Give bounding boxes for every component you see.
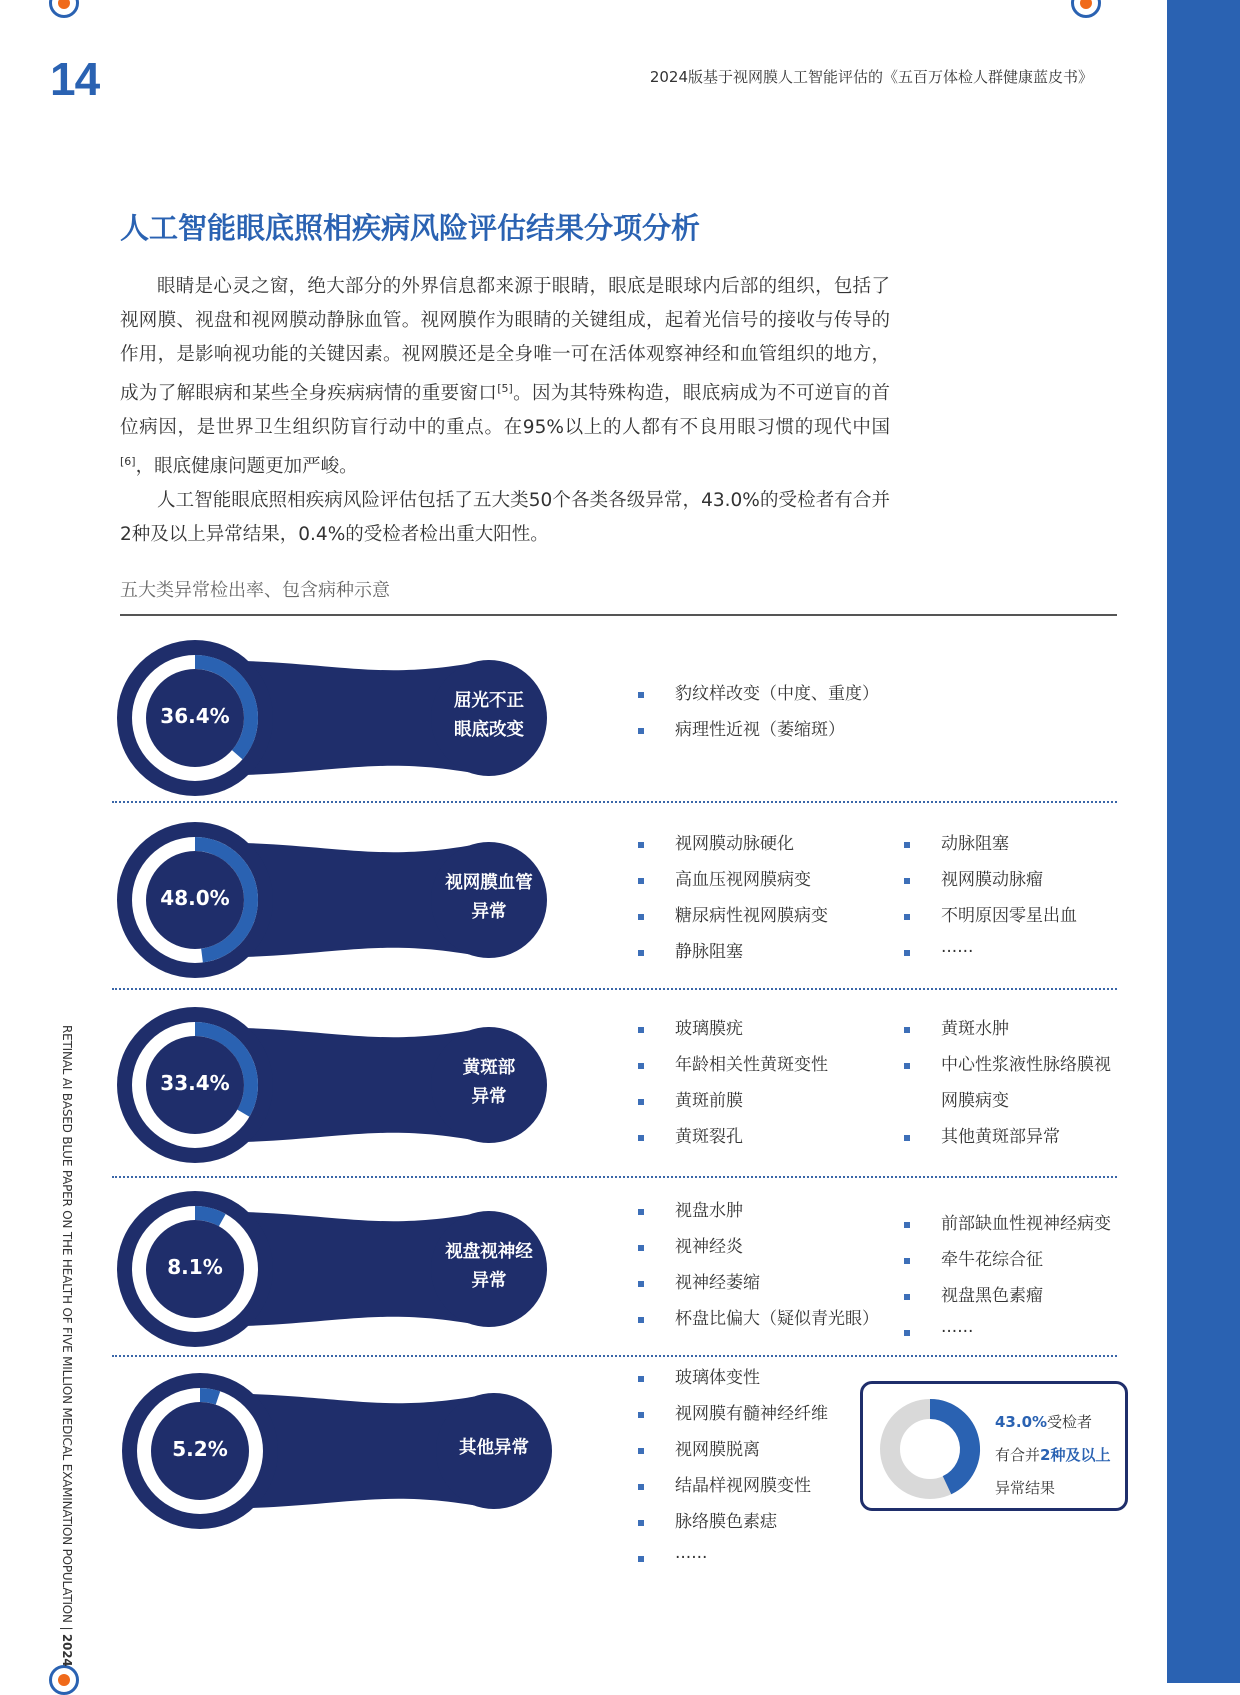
- list-item: 静脉阻塞: [630, 934, 828, 970]
- row-divider: [112, 1355, 1117, 1357]
- paragraph-text: 。因为其特殊构造，眼底病成为不可逆盲的首位病因，是世界卫生组织防盲行动中的重点。在95%以上的人都有不良用眼习惯的现代中国: [120, 383, 890, 439]
- paragraph-text: 眼睛是心灵之窗，绝大部分的外界信息都来源于眼睛，眼底是眼球内后部的组织，包括了视网膜、视盘和视网膜动静脉血管。视网膜作为眼睛的关键组成，起着光信号的接收与传导的作用，是影响视功能的关键因素。视网膜还是全身唯一可在活体观察神经和血管组织的地方，成为了解眼病和某些全身疾病病情的重要窗口: [120, 276, 890, 405]
- list-item: 年龄相关性黄斑变性: [630, 1047, 828, 1083]
- list-item: 中心性浆液性脉络膜视: [896, 1047, 1111, 1083]
- list-item: 玻璃膜疣: [630, 1011, 828, 1047]
- paragraph-text: ，眼底健康问题更加严峻。: [135, 456, 358, 478]
- row-divider: [112, 1176, 1117, 1178]
- list-item: ······: [630, 1540, 828, 1576]
- items-col1-row-2: [630, 1011, 828, 1155]
- category-label: [424, 687, 554, 745]
- list-item: 动脉阻塞: [896, 826, 1077, 862]
- category-label-line: 屈光不正: [454, 691, 524, 711]
- side-text-separator: |: [60, 1622, 74, 1634]
- category-row-1: [112, 815, 552, 985]
- category-row-0: [112, 633, 552, 803]
- summary-donut-arc: [930, 1409, 970, 1485]
- category-row-2: [112, 1000, 552, 1170]
- list-item: 其他黄斑部异常: [896, 1119, 1111, 1155]
- list-item: 玻璃体变性: [630, 1360, 828, 1396]
- percentage-label: 8.1%: [167, 1255, 223, 1279]
- items-col2-row-1: [896, 826, 1077, 970]
- list-item: 视神经炎: [630, 1229, 879, 1265]
- category-row-3: [112, 1184, 552, 1354]
- percentage-label: 36.4%: [160, 704, 230, 728]
- category-label: [424, 1238, 554, 1296]
- category-label: [424, 869, 554, 927]
- percentage-label: 33.4%: [160, 1071, 230, 1095]
- list-item: 结晶样视网膜变性: [630, 1468, 828, 1504]
- list-item: 牵牛花综合征: [896, 1242, 1111, 1278]
- list-item: 豹纹样改变（中度、重度）: [630, 676, 879, 712]
- list-item: 视网膜动脉硬化: [630, 826, 828, 862]
- list-item: 高血压视网膜病变: [630, 862, 828, 898]
- category-label-line: 异常: [471, 902, 507, 922]
- items-col1-row-1: [630, 826, 828, 970]
- citation-ref: [5]: [497, 382, 513, 395]
- items-col2-row-3: [896, 1206, 1111, 1350]
- list-item: 前部缺血性视神经病变: [896, 1206, 1111, 1242]
- percentage-label: 5.2%: [172, 1437, 228, 1461]
- side-text-title: RETINAL AI BASED BLUE PAPER ON THE HEALTH OF FIVE MILLION MEDICAL EXAMINATION POPULATION: [60, 1025, 74, 1623]
- page-number: 14: [50, 53, 100, 105]
- side-text-year: 2024: [60, 1633, 74, 1667]
- items-col1-row-4: [630, 1360, 828, 1576]
- items-col1-row-0: [630, 676, 879, 748]
- running-title: 2024版基于视网膜人工智能评估的《五百万体检人群健康蓝皮书》: [649, 68, 1093, 86]
- summary-text-line: 受检者: [1047, 1413, 1093, 1431]
- right-sidebar-band: [1167, 0, 1240, 1683]
- progress-arc: [200, 1395, 218, 1398]
- summary-box: [860, 1381, 1128, 1511]
- list-item: 视网膜脱离: [630, 1432, 828, 1468]
- list-item: 黄斑裂孔: [630, 1119, 828, 1155]
- category-row-4: [117, 1366, 557, 1536]
- citation-ref: [6]: [120, 455, 136, 469]
- summary-text-line: 异常结果: [995, 1479, 1056, 1497]
- category-label: [429, 1434, 559, 1463]
- list-item: 黄斑水肿: [896, 1011, 1111, 1047]
- list-item: 病理性近视（萎缩斑）: [630, 712, 879, 748]
- paragraph-2: 人工智能眼底照相疾病风险评估包括了五大类50个各类各级异常，43.0%的受检者有合并2种及以上异常结果，0.4%的受检者检出重大阳性。: [120, 490, 890, 546]
- items-col2-row-2: [896, 1011, 1111, 1155]
- list-item: 视盘水肿: [630, 1193, 879, 1229]
- list-item: 脉络膜色素痣: [630, 1504, 828, 1540]
- category-label-line: 异常: [471, 1087, 507, 1107]
- title-rule: [120, 614, 1117, 616]
- vertical-side-text: [60, 1025, 74, 1667]
- binder-hole-icon: [49, 1665, 79, 1695]
- summary-donut-chart: [875, 1394, 985, 1504]
- list-item: 不明原因零星出血: [896, 898, 1077, 934]
- body-text: [120, 270, 890, 552]
- list-item: 视网膜动脉瘤: [896, 862, 1077, 898]
- category-label-line: 异常: [471, 1271, 507, 1291]
- chart-title: 五大类异常检出率、包含病种示意: [120, 580, 390, 601]
- section-title: 人工智能眼底照相疾病风险评估结果分项分析: [120, 211, 701, 245]
- list-item: 杯盘比偏大（疑似青光眼）: [630, 1301, 879, 1337]
- binder-hole-icon: [1071, 0, 1101, 18]
- paragraph-1: [120, 270, 890, 484]
- summary-highlight: 2种及以上: [1040, 1446, 1111, 1464]
- summary-text-line: 有合并: [995, 1446, 1041, 1464]
- progress-arc: [195, 1213, 222, 1220]
- list-item: 视盘黑色素瘤: [896, 1278, 1111, 1314]
- category-label: [424, 1054, 554, 1112]
- list-item: ······: [896, 934, 1077, 970]
- row-divider: [112, 988, 1117, 990]
- list-item: ······: [896, 1314, 1111, 1350]
- category-label-line: 黄斑部: [462, 1058, 516, 1078]
- list-item: 视网膜有髓神经纤维: [630, 1396, 828, 1432]
- list-item: 视神经萎缩: [630, 1265, 879, 1301]
- summary-value: 43.0%: [995, 1413, 1048, 1431]
- summary-text: [995, 1406, 1110, 1505]
- binder-hole-icon: [49, 0, 79, 18]
- list-item: 黄斑前膜: [630, 1083, 828, 1119]
- category-label-line: 视网膜血管: [445, 873, 533, 893]
- list-item-continued: 网膜病变: [941, 1091, 1009, 1111]
- category-label-line: 眼底改变: [454, 720, 524, 740]
- category-label-line: 其他异常: [459, 1438, 529, 1458]
- category-label-line: 视盘视神经: [445, 1242, 533, 1262]
- percentage-label: 48.0%: [160, 886, 230, 910]
- list-item: 糖尿病性视网膜病变: [630, 898, 828, 934]
- items-col1-row-3: [630, 1193, 879, 1337]
